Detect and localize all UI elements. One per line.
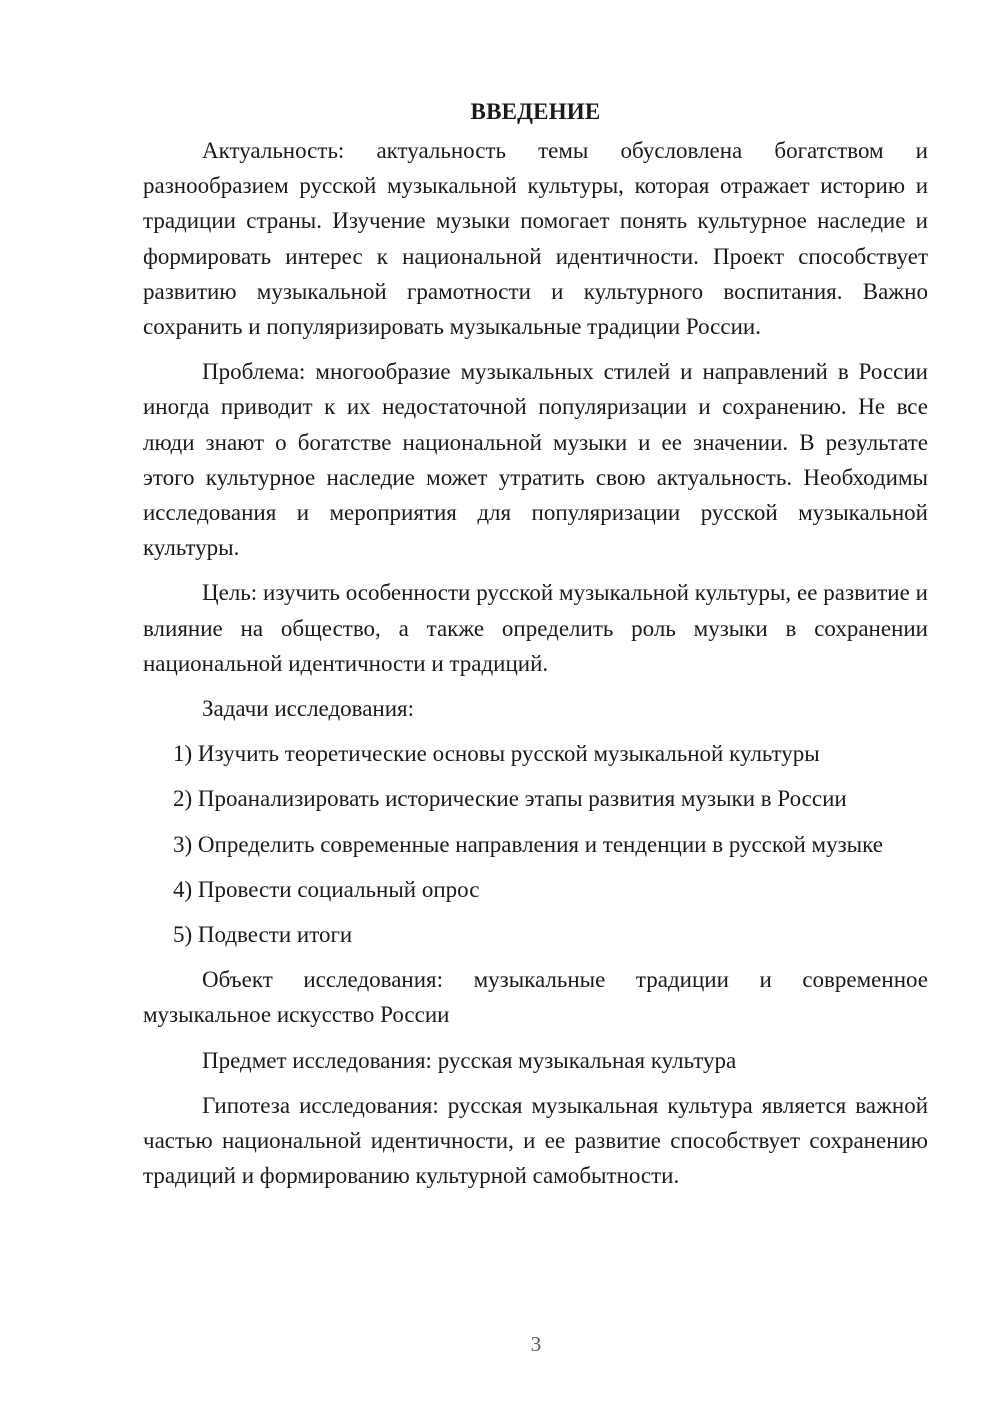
relevance-paragraph: Актуальность: актуальность темы обусловлена богатством и разнообразием русской музыкальной культуры, которая отражает историю и традиции страны. Изучение музыки помогает понять культурное наследие и формировать интерес к национальной идентичности. Проект способствует развитию музыкальной грамотности и культурного воспитания. Важно сохранить и популяризировать музыкальные традиции России. <box>143 138 928 340</box>
task-item-1: 1) Изучить теоретические основы русской музыкальной культуры <box>173 741 820 767</box>
task-item-5: 5) Подвести итоги <box>173 922 353 948</box>
object-paragraph: Объект исследования: музыкальные традиции и современное музыкальное искусство России <box>143 967 928 1028</box>
task-item-3: 3) Определить современные направления и тенденции в русской музыке <box>173 831 883 857</box>
hypothesis-paragraph: Гипотеза исследования: русская музыкальная культура является важной частью национальной идентичности, и ее развитие способствует сохранению традиций и формированию культурной самобытности. <box>143 1092 928 1189</box>
tasks-heading: Задачи исследования: <box>202 696 415 722</box>
goal-paragraph: Цель: изучить особенности русской музыкальной культуры, ее развитие и влияние на общество, а также определить роль музыки в сохранении национальной идентичности и традиций. <box>143 580 928 676</box>
subject-paragraph: Предмет исследования: русская музыкальная культура <box>202 1047 737 1073</box>
task-item-2: 2) Проанализировать исторические этапы развития музыки в России <box>173 786 847 812</box>
task-item-4: 4) Провести социальный опрос <box>173 876 480 902</box>
section-heading: ВВЕДЕНИЕ <box>470 99 601 124</box>
page-number: 3 <box>530 1332 542 1356</box>
problem-paragraph: Проблема: многообразие музыкальных стилей и направлений в России иногда приводит к их недостаточной популяризации и сохранению. Не все люди знают о богатстве национальной музыки и ее значении. В результате этого культурное наследие может утратить свою актуальность. Необходимы исследования и мероприятия для популяризации русской музыкальной культуры. <box>143 359 928 561</box>
document-page <box>143 94 928 1203</box>
